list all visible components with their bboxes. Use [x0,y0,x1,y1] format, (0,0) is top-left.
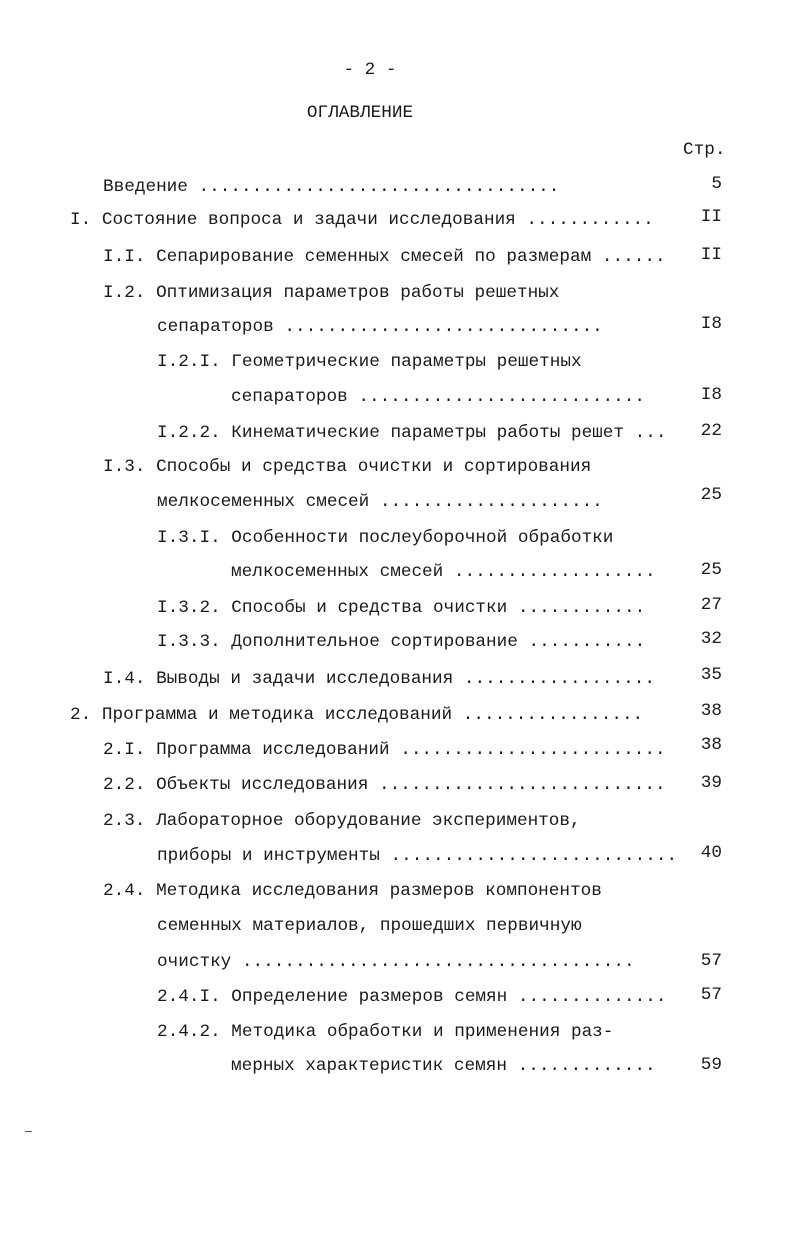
toc-entry: 2.4.2. Методика обработки и применения раз- [157,1022,614,1042]
toc-page: 25 [700,485,722,505]
toc-entry: 2.3. Лабораторное оборудование экспериментов, [103,811,581,831]
toc-entry: приборы и инструменты ........................... [157,846,678,866]
toc-entry: 2. Программа и методика исследований ................. [70,705,644,725]
toc-entry: сепараторов .............................. [157,317,603,337]
toc-entry: I.2.I. Геометрические параметры решетных [157,352,582,372]
toc-page: II [700,207,722,227]
toc-entry: сепараторов ........................... [231,387,645,407]
scan-mark [25,1131,32,1132]
toc-page: 27 [700,595,722,615]
toc-page: I8 [700,314,722,334]
toc-entry: I. Состояние вопроса и задачи исследования ............ [70,210,654,230]
toc-entry: I.3. Способы и средства очистки и сортирования [103,457,592,477]
toc-entry: 2.4.I. Определение размеров семян .............. [157,987,667,1007]
toc-entry: мелкосеменных смесей ................... [231,562,656,582]
toc-entry: Введение .................................. [103,177,560,197]
toc-page: 22 [700,421,722,441]
toc-entry: очистку ..................................... [157,952,635,972]
toc-page: 25 [700,560,722,580]
toc-entry: I.4. Выводы и задачи исследования .................. [103,669,655,689]
page-number: - 2 - [343,60,397,80]
toc-page: 39 [700,773,722,793]
toc-entry: семенных материалов, прошедших первичную [157,916,582,936]
toc-entry: I.3.2. Способы и средства очистки ............ [157,598,646,618]
toc-entry: мерных характеристик семян ............. [231,1056,656,1076]
toc-entry: мелкосеменных смесей ..................... [157,492,603,512]
toc-page: I8 [700,385,722,405]
toc-page: 32 [700,629,722,649]
toc-entry: I.3.3. Дополнительное сортирование ........... [157,632,646,652]
toc-page: 40 [700,843,722,863]
toc-page: 57 [700,951,722,971]
toc-entry: 2.4. Методика исследования размеров компонентов [103,881,602,901]
toc-entry: I.2. Оптимизация параметров работы решетных [103,283,560,303]
toc-page: 5 [711,174,722,194]
toc-page: 35 [700,665,722,685]
toc-entry: 2.I. Программа исследований ......................... [103,740,666,760]
toc-entry: I.2.2. Кинематические параметры работы решет ... [157,423,667,443]
toc-page: 38 [700,701,722,721]
toc-page: 57 [700,985,722,1005]
toc-entry: I.3.I. Особенности послеуборочной обработки [157,528,614,548]
toc-entry: I.I. Сепарирование семенных смесей по размерам ...... [103,247,666,267]
toc-page: II [700,245,722,265]
toc-page: 59 [700,1055,722,1075]
toc-page: 38 [700,735,722,755]
page-column-label: Стр. [683,140,726,160]
page-title: ОГЛАВЛЕНИЕ [306,103,414,123]
toc-entry: 2.2. Объекты исследования ........................... [103,775,666,795]
